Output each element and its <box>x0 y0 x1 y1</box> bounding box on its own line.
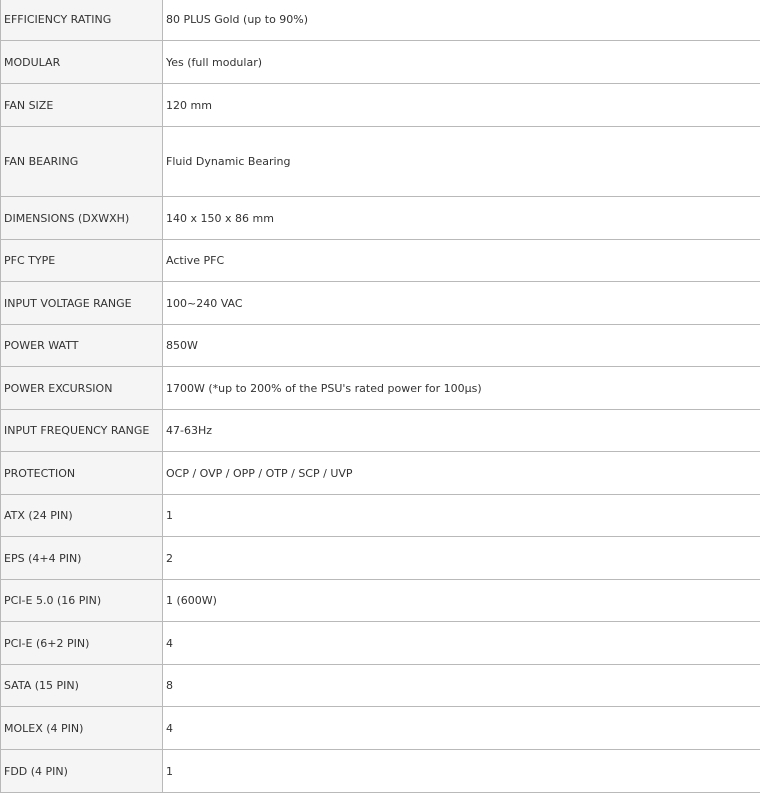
spec-value: 1700W (*up to 200% of the PSU's rated power for 100µs) <box>163 367 760 410</box>
spec-value: 80 PLUS Gold (up to 90%) <box>163 0 760 41</box>
spec-value: 2 <box>163 537 760 580</box>
spec-label: FDD (4 PIN) <box>1 750 163 793</box>
spec-value: Active PFC <box>163 240 760 282</box>
table-row <box>1 282 760 325</box>
spec-label: ATX (24 PIN) <box>1 495 163 537</box>
spec-value: 850W <box>163 325 760 367</box>
spec-label: POWER EXCURSION <box>1 367 163 410</box>
spec-label: FAN SIZE <box>1 84 163 127</box>
spec-label: MODULAR <box>1 41 163 84</box>
spec-label: POWER WATT <box>1 325 163 367</box>
table-row <box>1 325 760 367</box>
table-row <box>1 84 760 127</box>
spec-value: 100~240 VAC <box>163 282 760 325</box>
table-row <box>1 0 760 41</box>
spec-value: 1 <box>163 495 760 537</box>
spec-label: PROTECTION <box>1 452 163 495</box>
table-row <box>1 707 760 750</box>
table-row <box>1 580 760 622</box>
spec-value: 4 <box>163 707 760 750</box>
spec-value: 120 mm <box>163 84 760 127</box>
table-row <box>1 240 760 282</box>
spec-value: 8 <box>163 665 760 707</box>
spec-value: 47-63Hz <box>163 410 760 452</box>
table-row <box>1 127 760 197</box>
spec-label: INPUT FREQUENCY RANGE <box>1 410 163 452</box>
table-row <box>1 197 760 240</box>
spec-value: 1 <box>163 750 760 793</box>
spec-label: EFFICIENCY RATING <box>1 0 163 41</box>
table-row <box>1 495 760 537</box>
spec-label: INPUT VOLTAGE RANGE <box>1 282 163 325</box>
spec-label: PFC TYPE <box>1 240 163 282</box>
spec-value: 4 <box>163 622 760 665</box>
spec-label: EPS (4+4 PIN) <box>1 537 163 580</box>
spec-value: Yes (full modular) <box>163 41 760 84</box>
table-row <box>1 537 760 580</box>
table-row <box>1 367 760 410</box>
spec-value: Fluid Dynamic Bearing <box>163 127 760 197</box>
spec-label: FAN BEARING <box>1 127 163 197</box>
spec-value: OCP / OVP / OPP / OTP / SCP / UVP <box>163 452 760 495</box>
table-row <box>1 665 760 707</box>
spec-label: DIMENSIONS (DXWXH) <box>1 197 163 240</box>
table-row <box>1 622 760 665</box>
spec-value: 1 (600W) <box>163 580 760 622</box>
spec-value: 140 x 150 x 86 mm <box>163 197 760 240</box>
table-row <box>1 452 760 495</box>
table-row <box>1 41 760 84</box>
spec-label: SATA (15 PIN) <box>1 665 163 707</box>
table-row <box>1 750 760 793</box>
spec-label: MOLEX (4 PIN) <box>1 707 163 750</box>
spec-label: PCI-E (6+2 PIN) <box>1 622 163 665</box>
cropped-text-fragment <box>0 789 340 794</box>
spec-label: PCI-E 5.0 (16 PIN) <box>1 580 163 622</box>
table-row <box>1 410 760 452</box>
